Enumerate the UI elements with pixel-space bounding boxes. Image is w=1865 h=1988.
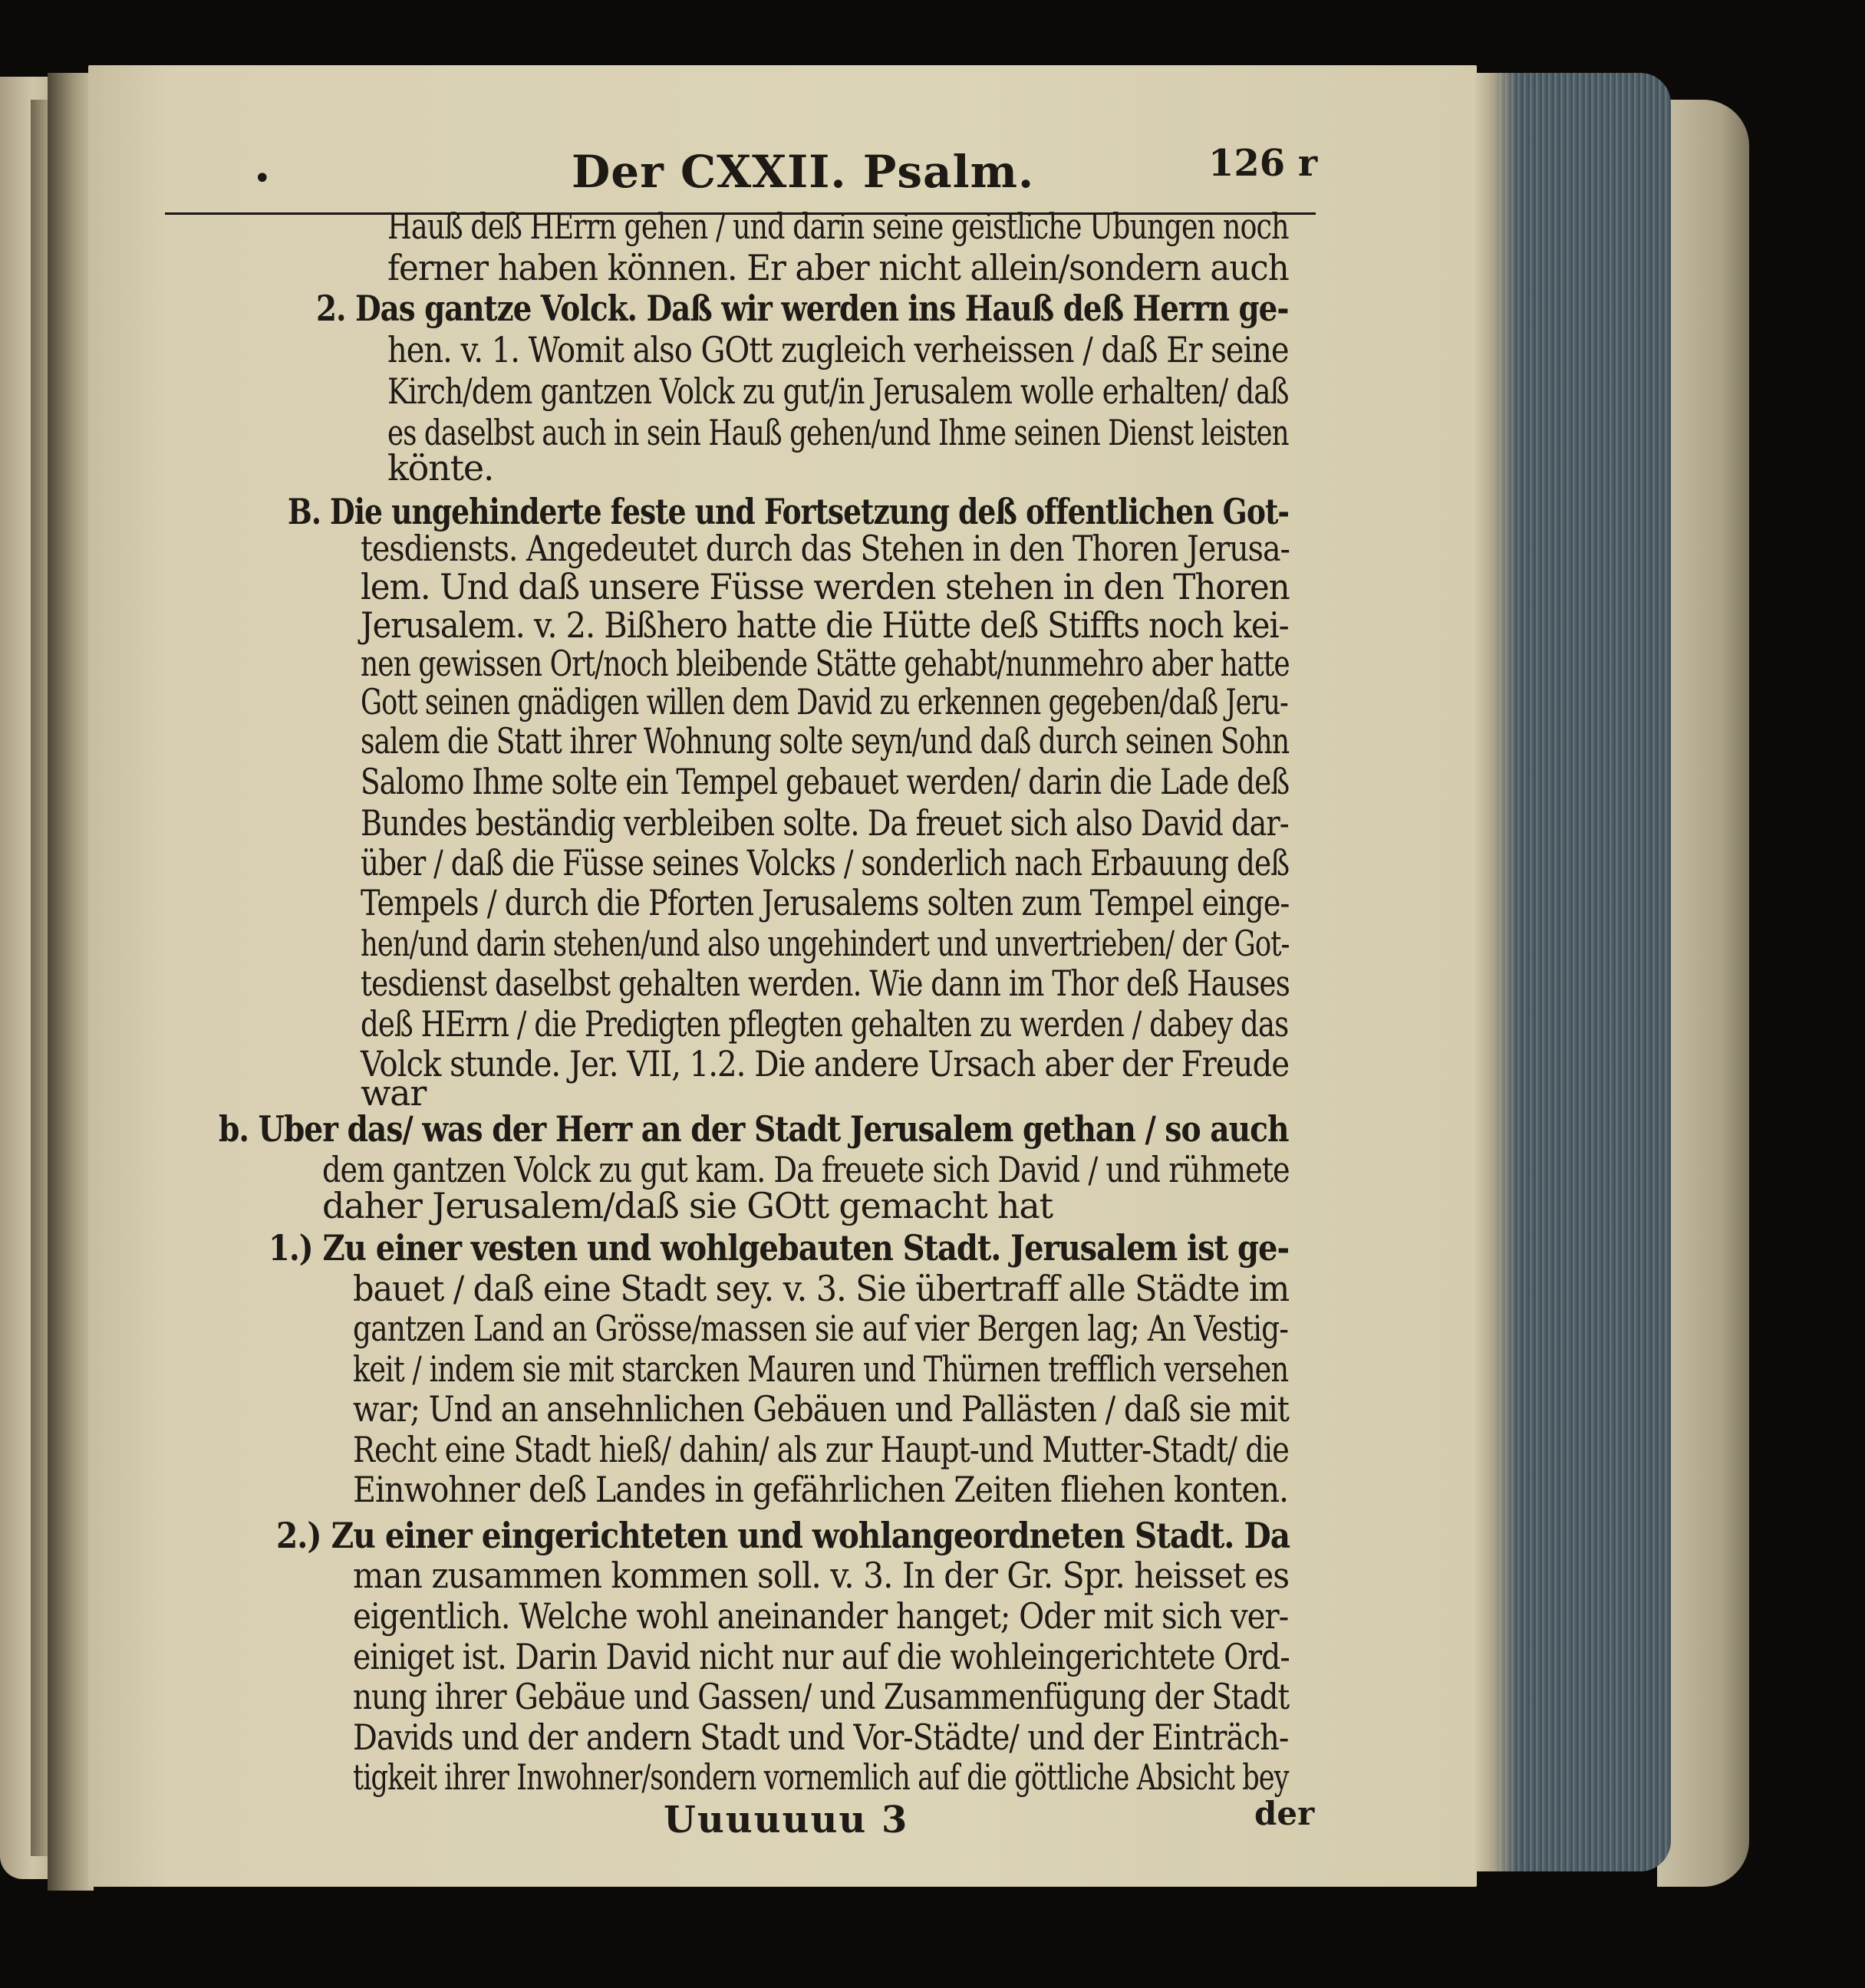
text-line: Hauß deß HErrn gehen / und darin seine geistliche Ubungen noch — [387, 206, 1289, 247]
left-page-margin — [31, 100, 48, 1856]
text-line: Bundes beständig verbleiben solte. Da freuet sich also David dar- — [361, 802, 1289, 844]
text-line: b. Uber das/ was der Herr an der Stadt Jerusalem gethan / so auch — [219, 1108, 1289, 1150]
text-line: gantzen Land an Grösse/massen sie auf vier Bergen lag; An Vestig- — [353, 1308, 1289, 1349]
text-line: bauet / daß eine Stadt sey. v. 3. Sie übertraff alle Städte im — [353, 1268, 1290, 1309]
folio-number: 126 r — [1208, 142, 1318, 185]
text-line: deß HErrn / die Predigten pflegten gehalten zu werden / dabey das — [361, 1003, 1289, 1045]
text-line: könte. — [387, 447, 494, 489]
text-line: Jerusalem. v. 2. Bißhero hatte die Hütte deß Stiffts noch kei- — [361, 604, 1289, 646]
text-line: lem. Und daß unsere Füsse werden stehen in den Thoren — [361, 566, 1290, 607]
header-dot: • — [253, 161, 272, 196]
text-line: 1.) Zu einer vesten und wohlgebauten Stadt. Jerusalem ist ge- — [269, 1227, 1290, 1269]
text-line: Recht eine Stadt hieß/ dahin/ als zur Haupt-und Mutter-Stadt/ die — [353, 1429, 1289, 1470]
text-line: Davids und der andern Stadt und Vor-Städte/ und der Einträch- — [353, 1716, 1289, 1758]
page-fold-shadow — [1471, 73, 1517, 1871]
text-line: ferner haben können. Er aber nicht allein/sondern auch — [387, 247, 1289, 288]
book-gutter — [48, 73, 94, 1891]
text-line: Tempels / durch die Pforten Jerusalems solten zum Tempel einge- — [361, 882, 1290, 923]
text-line: einiget ist. Darin David nicht nur auf die wohleingerichtete Ord- — [353, 1636, 1290, 1677]
text-line: Einwohner deß Landes in gefährlichen Zeiten fliehen konten. — [353, 1469, 1289, 1510]
running-title: Der CXXII. Psalm. — [572, 146, 1035, 198]
text-line: Gott seinen gnädigen willen dem David zu erkennen gegeben/daß Jeru- — [361, 681, 1288, 722]
text-line: über / daß die Füsse seines Volcks / sonderlich nach Erbauung deß — [361, 842, 1290, 884]
text-line: tigkeit ihrer Inwohner/sondern vornemlich auf die göttliche Absicht bey — [353, 1756, 1289, 1798]
text-line: keit / indem sie mit starcken Mauren und Thürnen trefflich versehen — [353, 1348, 1289, 1390]
text-line: B. Die ungehinderte feste und Fortsetzung deß offentlichen Got- — [288, 491, 1289, 532]
text-line: war — [361, 1072, 427, 1114]
text-line: Salomo Ihme solte ein Tempel gebauet werden/ darin die Lade deß — [361, 761, 1290, 802]
text-line: 2.) Zu einer eingerichteten und wohlangeordneten Stadt. Da — [276, 1515, 1290, 1556]
text-line: eigentlich. Welche wohl aneinander hanget; Oder mit sich ver- — [353, 1595, 1289, 1637]
text-line: daher Jerusalem/daß sie GOtt gemacht hat — [322, 1185, 1053, 1226]
text-line: nen gewissen Ort/noch bleibende Stätte gehabt/nunmehro aber hatte — [361, 643, 1290, 684]
text-line: salem die Statt ihrer Wohnung solte seyn/und daß durch seinen Sohn — [361, 720, 1290, 762]
text-line: man zusammen kommen soll. v. 3. In der Gr. Spr. heisset es — [353, 1555, 1290, 1596]
text-line: 2. Das gantze Volck. Daß wir werden ins Hauß deß Herrn ge- — [316, 288, 1289, 329]
text-line: war; Und an ansehnlichen Gebäuen und Pallästen / daß sie mit — [353, 1388, 1289, 1430]
signature-mark: Uuuuuuu 3 — [664, 1799, 909, 1842]
text-line: tesdienst daselbst gehalten werden. Wie dann im Thor deß Hauses — [361, 963, 1290, 1004]
text-line: hen/und darin stehen/und also ungehindert und unvertrieben/ der Got- — [361, 923, 1290, 964]
text-line: dem gantzen Volck zu gut kam. Da freuete sich David / und rühmete — [322, 1149, 1290, 1190]
text-line: nung ihrer Gebäue und Gassen/ und Zusammenfügung der Stadt — [353, 1676, 1290, 1717]
text-line: Volck stunde. Jer. VII, 1.2. Die andere Ursach aber der Freude — [361, 1043, 1290, 1085]
text-line: Kirch/dem gantzen Volck zu gut/in Jerusalem wolle erhalten/ daß — [387, 370, 1289, 412]
text-line: hen. v. 1. Womit also GOtt zugleich verheissen / daß Er seine — [387, 329, 1289, 370]
text-line: tesdiensts. Angedeutet durch das Stehen in den Thoren Jerusa- — [361, 528, 1290, 569]
catchword: der — [1254, 1795, 1315, 1832]
book-cover-edge — [1657, 100, 1749, 1887]
text-line: es daselbst auch in sein Hauß gehen/und Ihme seinen Dienst leisten — [387, 412, 1289, 453]
